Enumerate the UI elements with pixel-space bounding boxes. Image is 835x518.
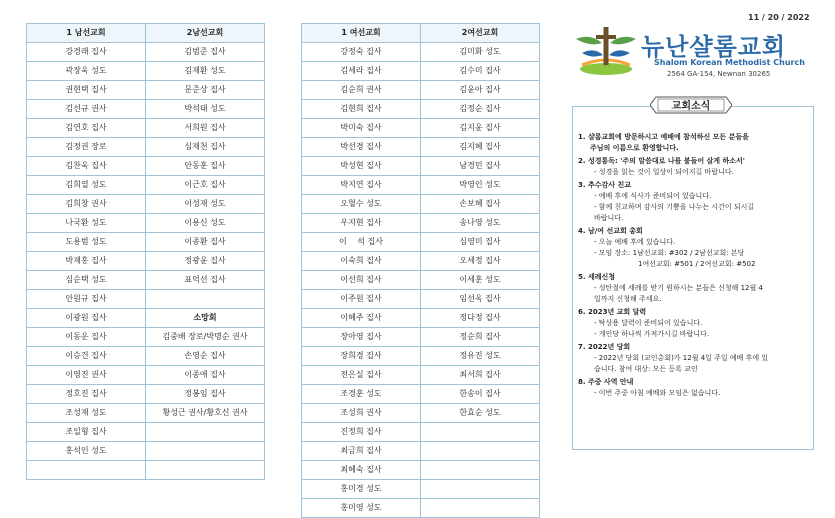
news-item-title: 1. 샬롬교회에 방문하시고 예배에 참석하신 모든 분들을 (578, 133, 749, 141)
table-cell: 김희창 권사 (27, 195, 146, 214)
table-row (27, 176, 265, 195)
news-item-line: - 모임 장소: 1남선교회: #302 / 2남선교회: 본당 (594, 249, 745, 257)
table-row (302, 271, 540, 290)
news-item-line: 1여선교회: #501 / 2여선교회: #502 (638, 260, 756, 268)
table-cell: 손보혜 집사 (421, 195, 540, 214)
table-row (302, 43, 540, 62)
table-row (302, 157, 540, 176)
news-item-line: 바랍니다. (594, 214, 624, 222)
table-cell: 한효순 성도 (421, 404, 540, 423)
table-cell (146, 423, 265, 442)
table-header-row (302, 24, 540, 43)
table-cell: 김순희 권사 (302, 81, 421, 100)
women-mission-table (301, 23, 540, 518)
table-cell: 우지현 집사 (302, 214, 421, 233)
table-cell: 전은실 집사 (302, 366, 421, 385)
table-cell: 정다정 집사 (421, 309, 540, 328)
table-row (302, 252, 540, 271)
table-cell: 김윤아 집사 (421, 81, 540, 100)
table-cell: 심순택 성도 (27, 271, 146, 290)
table-row (27, 233, 265, 252)
table-row (302, 309, 540, 328)
church-logo-icon (572, 25, 640, 81)
table-cell (146, 442, 265, 461)
table-cell (421, 423, 540, 442)
table-row (302, 62, 540, 81)
table-cell: 박재홍 집사 (27, 252, 146, 271)
table-row (27, 442, 265, 461)
table-cell: 문준상 집사 (146, 81, 265, 100)
table-cell: 황성근 권사/황호신 권사 (146, 404, 265, 423)
news-item-line: - 2022년 당회 (교인총회)가 12월 4일 주일 예배 후에 있 (594, 354, 769, 362)
table-row (302, 461, 540, 480)
news-item-line: 일까지 신청해 주세요. (594, 295, 662, 303)
table-row (27, 404, 265, 423)
table-row (27, 271, 265, 290)
news-item-line: - 개인당 하나씩 가져가시길 바랍니다. (594, 330, 710, 338)
table-cell: 박영인 성도 (421, 176, 540, 195)
table-header-cell: 2여선교회 (421, 24, 540, 43)
news-body (578, 132, 810, 401)
table-cell (146, 290, 265, 309)
table-cell: 장아영 집사 (302, 328, 421, 347)
table-row (302, 233, 540, 252)
news-item-title: 8. 주중 사역 안내 (578, 378, 634, 386)
table-row (302, 328, 540, 347)
table-cell: 이성재 성도 (146, 195, 265, 214)
table-cell: 이광원 집사 (27, 309, 146, 328)
table-row (302, 290, 540, 309)
table-cell: 심영미 집사 (421, 233, 540, 252)
table-row (302, 423, 540, 442)
table-row (27, 138, 265, 157)
table-row (27, 347, 265, 366)
table-row (302, 480, 540, 499)
table-cell: 이혜주 집사 (302, 309, 421, 328)
table-cell: 정유진 성도 (421, 347, 540, 366)
table-cell: 최서희 집사 (421, 366, 540, 385)
news-item-title: 6. 2023년 교회 달력 (578, 308, 647, 316)
news-item-title: 2. 성경통독: '주의 말씀대로 나를 붙들어 살게 하소서' (578, 157, 745, 165)
table-cell: 이근호 집사 (146, 176, 265, 195)
table-cell: 김중배 장로/박명순 권사 (146, 328, 265, 347)
table-cell: 조성희 권사 (302, 404, 421, 423)
table-cell: 이종애 집사 (146, 366, 265, 385)
news-title: 교회소식 (671, 101, 711, 112)
table-cell: 정순희 집사 (421, 328, 540, 347)
table-cell: 소망회 (146, 309, 265, 328)
table-row (302, 385, 540, 404)
table-cell (421, 442, 540, 461)
table-cell: 송나영 성도 (421, 214, 540, 233)
table-header-cell: 2남선교회 (146, 24, 265, 43)
table-cell (421, 499, 540, 518)
table-cell: 서희원 집사 (146, 119, 265, 138)
news-item (578, 226, 810, 270)
table-row (27, 423, 265, 442)
table-cell: 장희경 집사 (302, 347, 421, 366)
table-cell: 나국환 성도 (27, 214, 146, 233)
news-item (578, 132, 810, 154)
church-address: 2564 GA-154, Newnan 30265 (667, 70, 771, 78)
table-row (27, 81, 265, 100)
table-cell: 김찬욱 집사 (27, 157, 146, 176)
news-item-line: 습니다. 참여 대상: 모든 등록 교인 (594, 365, 698, 373)
table-row (27, 309, 265, 328)
table-row (302, 499, 540, 518)
table-cell: 안동훈 집사 (146, 157, 265, 176)
table-row (27, 62, 265, 81)
table-row (27, 100, 265, 119)
table-cell: 이주원 집사 (302, 290, 421, 309)
table-cell: 정봉임 집사 (146, 385, 265, 404)
bulletin-date: 11 / 20 / 2022 (748, 13, 810, 22)
table-cell: 한송이 집사 (421, 385, 540, 404)
table-row (302, 119, 540, 138)
table-cell: 안원규 집사 (27, 290, 146, 309)
table-row (302, 81, 540, 100)
table-cell: 오세정 집사 (421, 252, 540, 271)
table-cell: 이 석 집사 (302, 233, 421, 252)
news-item-line: - 성탄절에 세례를 받기 원하시는 분들은 신청해 12월 4 (594, 284, 763, 292)
news-item-line: - 예배 후에 식사가 준비되어 있습니다. (594, 192, 712, 200)
table-cell: 김범준 집사 (146, 43, 265, 62)
table-cell: 김지윤 집사 (421, 119, 540, 138)
table-row (302, 176, 540, 195)
table-row (27, 290, 265, 309)
table-cell: 정광윤 집사 (146, 252, 265, 271)
table-cell: 박미숙 집사 (302, 119, 421, 138)
table-cell: 박성현 집사 (302, 157, 421, 176)
table-cell: 김수미 집사 (421, 62, 540, 81)
table-cell: 김선규 권사 (27, 100, 146, 119)
table-cell: 이용신 성도 (146, 214, 265, 233)
church-name: 뉴난샬롬교회 (641, 33, 787, 61)
table-cell: 김현희 집사 (302, 100, 421, 119)
table-cell: 김정권 장로 (27, 138, 146, 157)
table-cell: 홍미영 성도 (302, 499, 421, 518)
table-row (302, 404, 540, 423)
news-item (578, 307, 810, 340)
news-item-title: 3. 추수감사 친교 (578, 181, 631, 189)
table-row (27, 366, 265, 385)
table-row (302, 442, 540, 461)
table-cell: 강정숙 집사 (302, 43, 421, 62)
table-cell: 조경훈 성도 (302, 385, 421, 404)
table-cell: 김정순 집사 (421, 100, 540, 119)
table-cell: 박지연 집사 (302, 176, 421, 195)
table-row (302, 366, 540, 385)
table-row (27, 328, 265, 347)
table-row (27, 214, 265, 233)
news-item-line: - 탁상용 달력이 준비되어 있습니다. (594, 319, 703, 327)
church-english-name: Shalom Korean Methodist Church (654, 58, 805, 67)
table-cell: 조성재 성도 (27, 404, 146, 423)
news-item (578, 342, 810, 375)
table-row (27, 195, 265, 214)
news-item (578, 180, 810, 224)
table-row (27, 252, 265, 271)
news-item-title: 7. 2022년 당회 (578, 343, 631, 351)
table-cell: 홍미경 성도 (302, 480, 421, 499)
table-cell: 김세라 집사 (302, 62, 421, 81)
news-item-line: - 이번 주중 아침 예배와 모임은 없습니다. (594, 389, 721, 397)
news-item-title: 5. 세례신청 (578, 273, 616, 281)
table-header-cell: 1 여선교회 (302, 24, 421, 43)
table-cell: 이선희 집사 (302, 271, 421, 290)
news-item (578, 156, 810, 178)
table-cell: 심재천 집사 (146, 138, 265, 157)
table-cell: 이동운 집사 (27, 328, 146, 347)
news-item-title: 4. 남/여 선교회 총회 (578, 227, 643, 235)
news-item (578, 272, 810, 305)
table-cell: 오혈수 성도 (302, 195, 421, 214)
table-cell (27, 461, 146, 480)
table-row (302, 195, 540, 214)
table-cell: 진정희 집사 (302, 423, 421, 442)
table-row (27, 119, 265, 138)
table-cell: 표억선 집사 (146, 271, 265, 290)
men-mission-table (26, 23, 265, 480)
news-item-line: - 함께 친교하며 감사의 기쁨을 나누는 시간이 되시길 (594, 203, 755, 211)
table-cell: 이영진 권사 (27, 366, 146, 385)
table-row (27, 461, 265, 480)
table-cell: 조일형 집사 (27, 423, 146, 442)
news-item-line: - 오늘 예배 후에 있습니다. (594, 238, 676, 246)
table-cell: 이숙희 집사 (302, 252, 421, 271)
table-cell: 최혜숙 집사 (302, 461, 421, 480)
table-cell: 김연호 집사 (27, 119, 146, 138)
table-cell: 김지혜 집사 (421, 138, 540, 157)
table-cell: 김재환 성도 (146, 62, 265, 81)
table-cell: 김미화 성도 (421, 43, 540, 62)
table-row (27, 385, 265, 404)
table-cell (146, 461, 265, 480)
table-cell: 남경민 집사 (421, 157, 540, 176)
table-row (302, 347, 540, 366)
table-cell: 임선옥 집사 (421, 290, 540, 309)
table-cell (421, 480, 540, 499)
table-row (302, 138, 540, 157)
table-cell (421, 461, 540, 480)
table-cell: 이승건 집사 (27, 347, 146, 366)
table-cell: 김희열 성도 (27, 176, 146, 195)
table-row (27, 157, 265, 176)
table-cell: 홍석인 성도 (27, 442, 146, 461)
table-cell: 이종환 집사 (146, 233, 265, 252)
table-cell: 최금희 집사 (302, 442, 421, 461)
table-cell: 정호진 집사 (27, 385, 146, 404)
news-item-line: 주님의 이름으로 환영합니다. (590, 144, 679, 152)
table-cell: 강경래 집사 (27, 43, 146, 62)
table-row (302, 214, 540, 233)
table-cell: 박선경 집사 (302, 138, 421, 157)
table-cell: 손영순 집사 (146, 347, 265, 366)
table-cell: 도용범 성도 (27, 233, 146, 252)
news-item (578, 377, 810, 399)
table-row (27, 43, 265, 62)
table-cell: 이세훈 성도 (421, 271, 540, 290)
news-item-line: - 성경을 읽는 것이 일상이 되어지길 바랍니다. (594, 168, 734, 176)
table-cell: 곽장욱 성도 (27, 62, 146, 81)
table-cell: 권현택 집사 (27, 81, 146, 100)
table-row (302, 100, 540, 119)
table-header-cell: 1 남선교회 (27, 24, 146, 43)
table-header-row (27, 24, 265, 43)
table-cell: 박석태 성도 (146, 100, 265, 119)
